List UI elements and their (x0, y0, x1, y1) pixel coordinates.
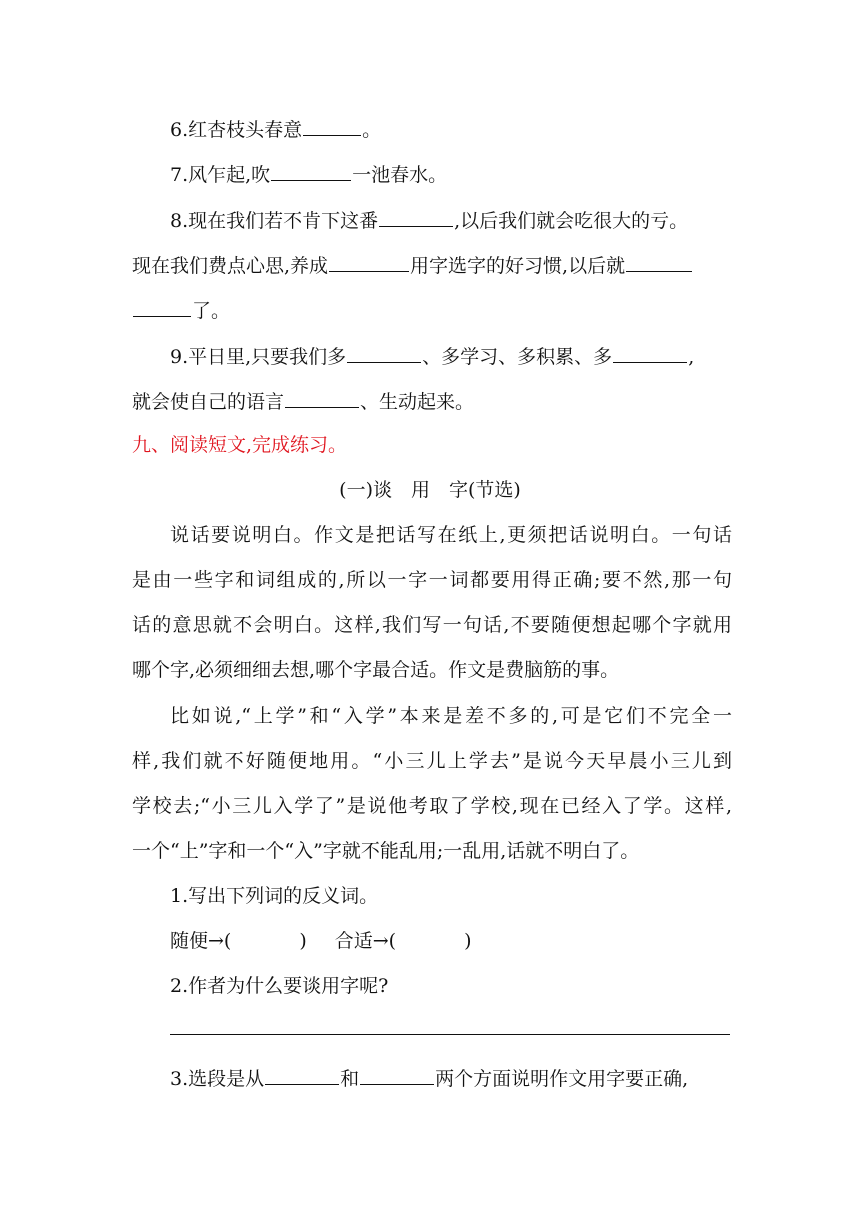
passage-p1-line-2: 是由一些字和词组成的,所以一字一词都要用得正确;要不然,那一句 (132, 569, 732, 591)
question-3: 3.选段是从 和 两个方面说明作文用字要正确, (170, 1064, 732, 1092)
passage-title: (一)谈 用 字(节选) (339, 479, 521, 501)
answer-line[interactable] (170, 1034, 730, 1035)
question-1-items: 随便→( ) 合适→( ) (170, 930, 472, 952)
question-8-line-2: 现在我们费点心思,养成 用字选字的好习惯,以后就 (132, 251, 732, 279)
question-8-line-1: 8.现在我们若不肯下这番 ,以后我们就会吃很大的亏。 (170, 206, 732, 234)
question-8-line-3: 了。 (132, 296, 732, 324)
answer-blank[interactable] (271, 160, 351, 181)
passage-p2-line-1: 比如说,“上学”和“入学”本来是差不多的,可是它们不完全一 (170, 705, 732, 727)
question-9-line-1: 9.平日里,只要我们多 、多学习、多积累、多 , (170, 342, 732, 370)
answer-blank[interactable] (360, 1064, 434, 1085)
passage-p2-line-2: 样,我们就不好随便地用。“小三儿上学去”是说今天早晨小三儿到 (132, 750, 732, 772)
question-9-line-2: 就会使自己的语言 、生动起来。 (132, 387, 732, 415)
passage-p1-line-3: 话的意思就不会明白。这样,我们写一句话,不要随便想起哪个字就用 (132, 614, 732, 636)
answer-blank[interactable] (626, 251, 692, 272)
passage-p2-line-3: 学校去;“小三儿入学了”是说他考取了学校,现在已经入了学。这样, (132, 795, 732, 817)
question-1: 1.写出下列词的反义词。 (170, 885, 379, 907)
answer-blank-continued[interactable] (133, 296, 191, 317)
passage-p1-line-4: 哪个字,必须细细去想,哪个字最合适。作文是费脑筋的事。 (132, 659, 620, 681)
question-6: 6.红杏枝头春意 。 (170, 115, 770, 143)
answer-blank[interactable] (379, 206, 453, 227)
answer-blank[interactable] (329, 251, 409, 272)
question-7: 7.风乍起,吹 一池春水。 (170, 160, 770, 188)
answer-blank[interactable] (347, 342, 421, 363)
answer-blank[interactable] (303, 115, 361, 136)
section-heading: 九、阅读短文,完成练习。 (132, 434, 348, 456)
answer-blank[interactable] (613, 342, 687, 363)
passage-p2-line-4: 一个“上”字和一个“入”字就不能乱用;一乱用,话就不明白了。 (132, 840, 640, 862)
question-2: 2.作者为什么要谈用字呢? (170, 975, 389, 997)
answer-blank[interactable] (285, 387, 359, 408)
passage-p1-line-1: 说话要说明白。作文是把话写在纸上,更须把话说明白。一句话 (170, 524, 732, 546)
answer-blank[interactable] (265, 1064, 339, 1085)
